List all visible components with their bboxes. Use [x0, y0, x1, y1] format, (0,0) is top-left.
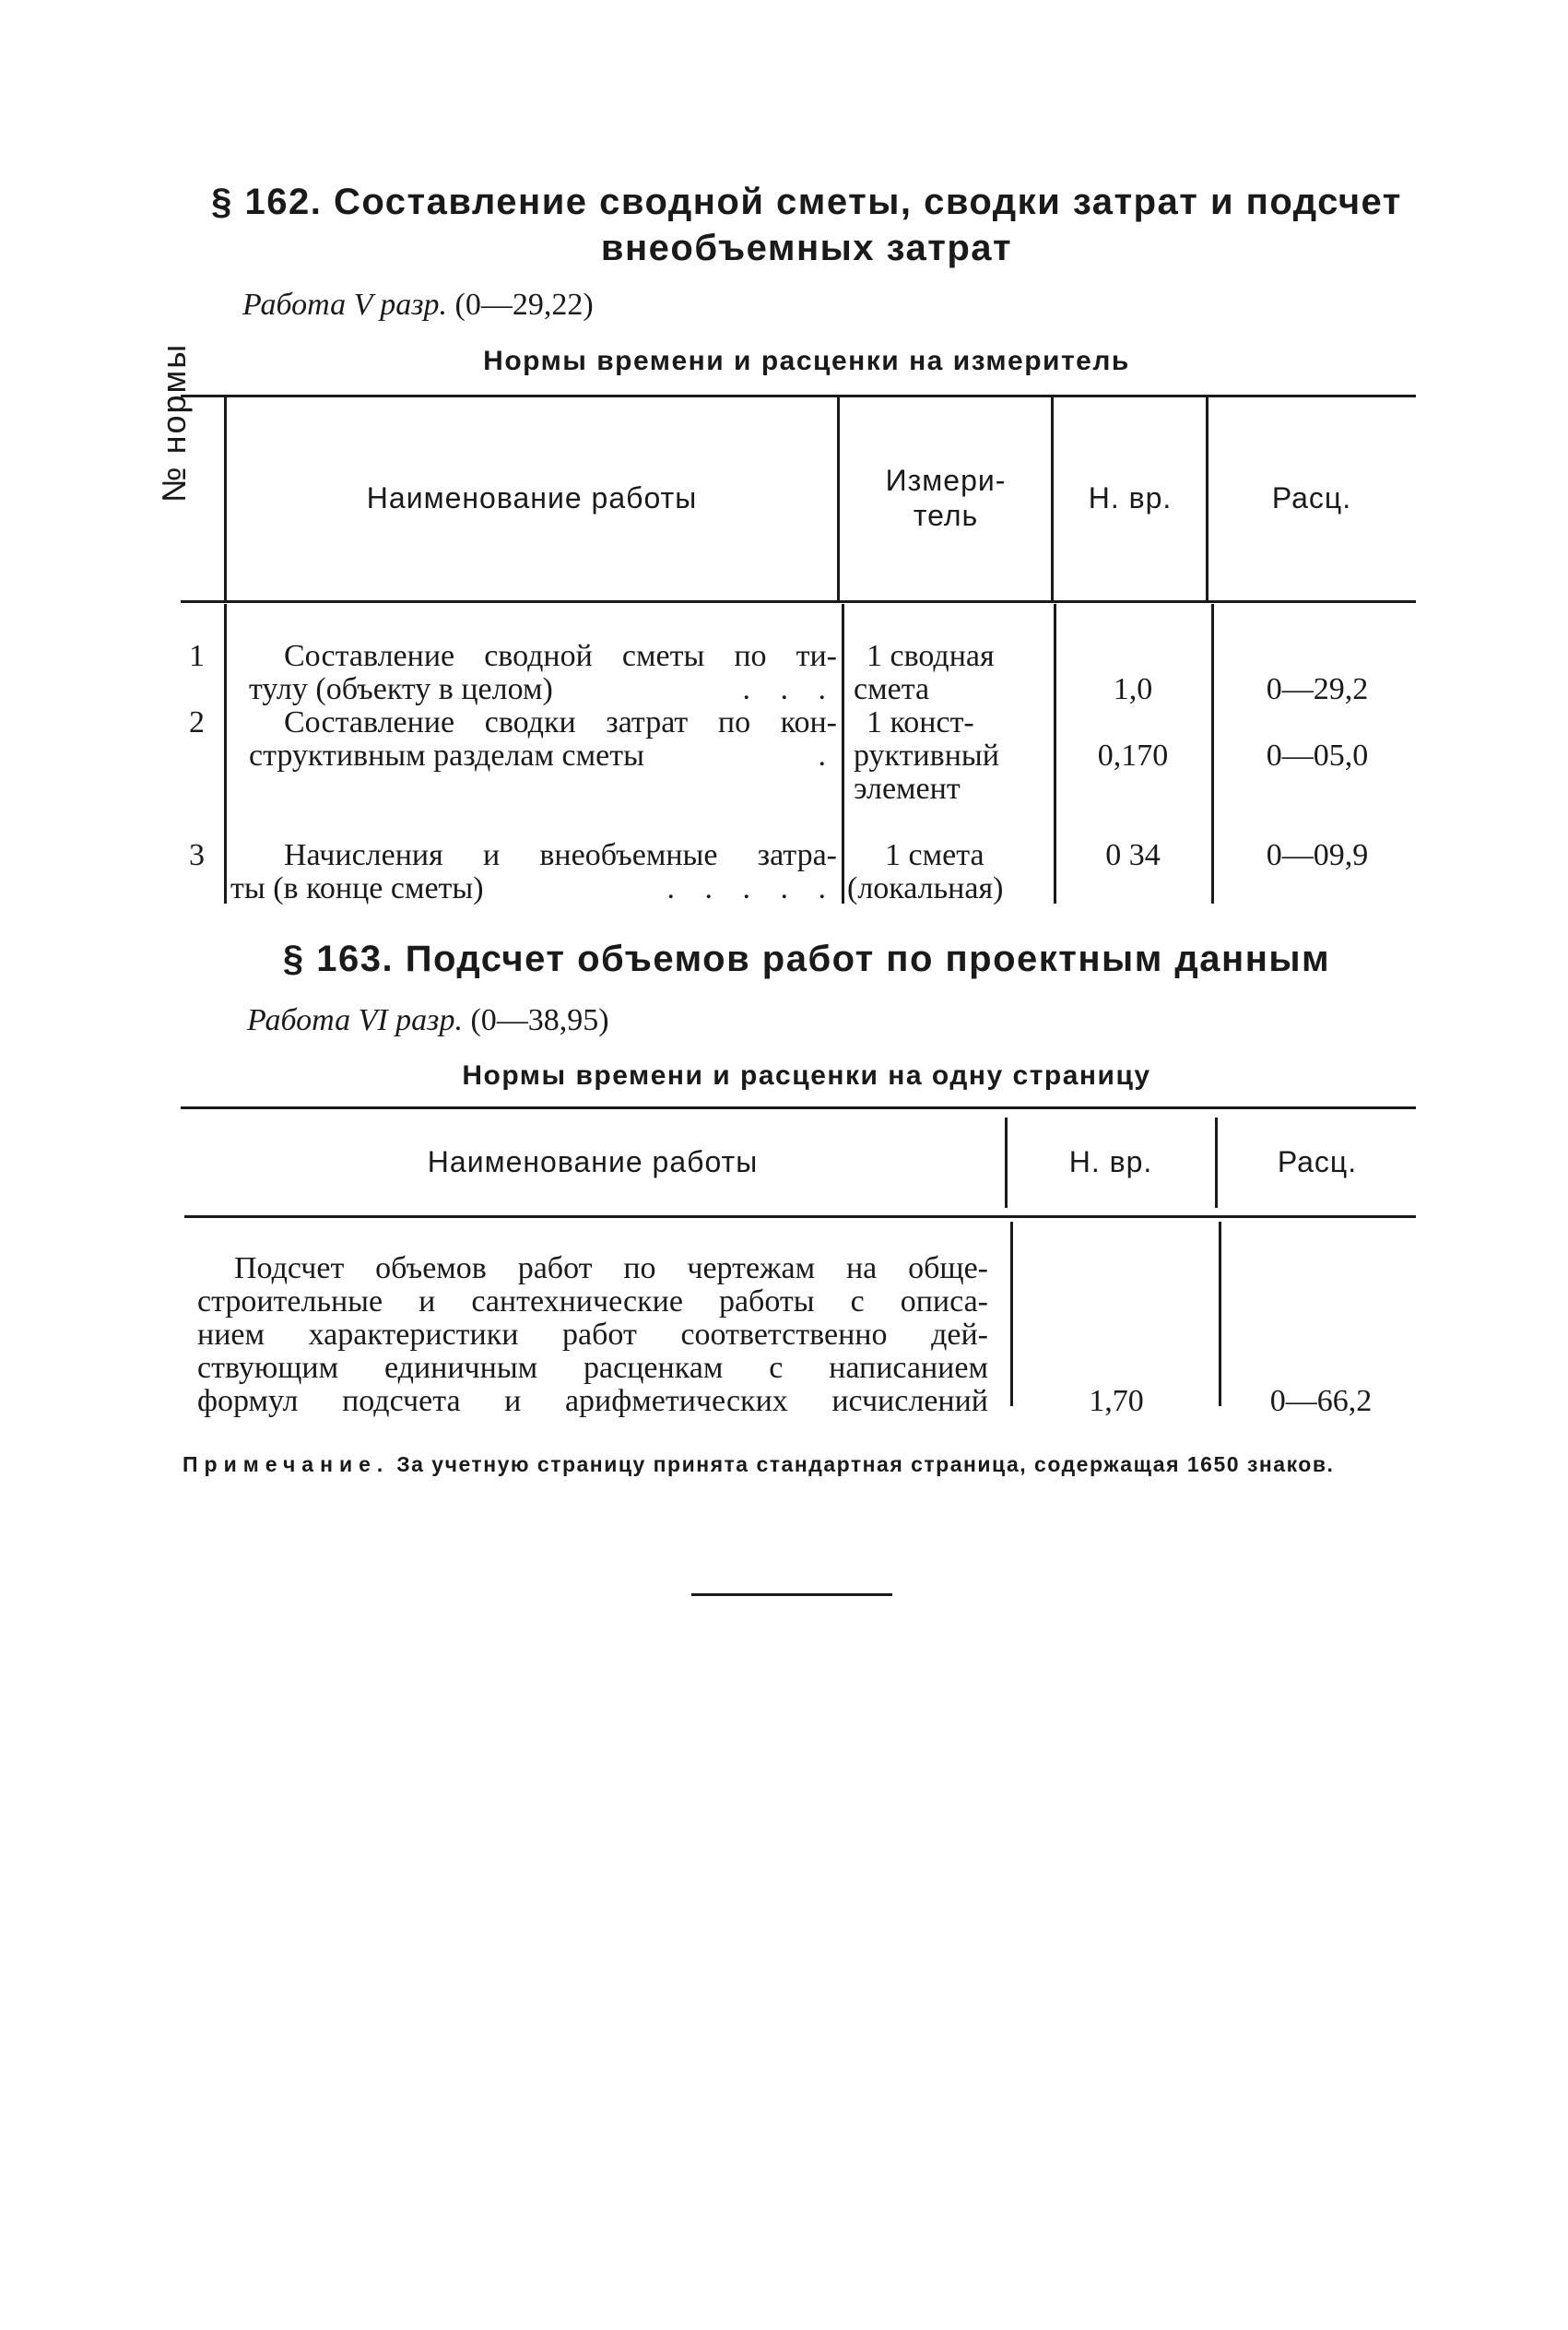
norm-number: 3: [189, 838, 205, 872]
work-name-line: строительные и сантехнические работы с описа-: [197, 1284, 988, 1319]
header-norm-number: № нормы: [155, 342, 193, 503]
work-grade: Работа V разр.: [242, 288, 448, 322]
measure-line: элемент: [854, 772, 961, 806]
end-rule: [691, 1593, 892, 1596]
work-rate: (0—29,22): [454, 288, 594, 322]
section-162-title-line2: внеобъемных затрат: [600, 228, 1013, 268]
work-grade: Работа VI разр.: [247, 1003, 463, 1037]
work-name-line: тулу (объекту в целом) . . .: [249, 672, 837, 706]
col-divider: [224, 395, 227, 600]
rate-value: 0—09,9: [1266, 838, 1369, 872]
col-divider: [1005, 1118, 1008, 1208]
norm-number: 2: [189, 705, 205, 739]
col-divider: [842, 604, 844, 904]
header-time-norm: Н. вр.: [1068, 1145, 1153, 1178]
section-162-work-line: [242, 288, 594, 323]
work-name-line: формул подсчета и арифметических исчислений: [197, 1384, 988, 1418]
measure-line: 1 конст-: [867, 705, 974, 739]
header-work-name: Наименование работы: [427, 1145, 759, 1178]
header-measure-line1: Измери-: [885, 464, 1007, 497]
time-norm-value: 1,0: [1113, 672, 1153, 706]
work-name-line: структивным разделам сметы .: [249, 739, 837, 773]
header-time-norm: Н. вр.: [1088, 481, 1173, 514]
table-top-rule: [181, 395, 1416, 397]
section-163-work-line: [247, 1003, 609, 1038]
col-divider: [1010, 1222, 1013, 1406]
header-rate: Расц.: [1277, 1145, 1358, 1178]
measure-line: 1 сводная: [867, 639, 995, 673]
work-name-line: ты (в конце сметы) . . . . .: [230, 871, 837, 905]
measure-line: 1 смета: [885, 838, 984, 872]
work-name-line: нием характеристики работ соответственно дей-: [197, 1318, 988, 1352]
measure-line: руктивный: [854, 739, 999, 773]
col-divider: [1219, 1222, 1221, 1406]
rate-value: 0—66,2: [1269, 1384, 1373, 1418]
table-note: [183, 1450, 1418, 1478]
work-name-line: Составление сводной сметы по ти-: [284, 639, 837, 673]
note-label: Примечание.: [183, 1452, 390, 1476]
norm-number: 1: [189, 639, 205, 673]
section-163-table-caption: Нормы времени и расценки на одну страницу: [462, 1060, 1151, 1091]
section-162-title-line1: § 162. Составление сводной сметы, сводки затрат и подсчет: [211, 182, 1402, 222]
time-norm-value: 0,170: [1097, 739, 1169, 773]
work-name-line: Составление сводки затрат по кон-: [284, 705, 837, 739]
time-norm-value: 1,70: [1089, 1384, 1144, 1418]
section-162-table-caption: Нормы времени и расценки на измеритель: [483, 346, 1130, 376]
table-top-rule: [181, 1106, 1416, 1109]
col-divider: [224, 604, 227, 904]
measure-line: смета: [854, 672, 930, 706]
work-name-line: Подсчет объемов работ по чертежам на обще-: [234, 1251, 988, 1285]
rate-value: 0—29,2: [1266, 672, 1369, 706]
header-work-name: Наименование работы: [366, 481, 698, 514]
section-163-title: § 163. Подсчет объемов работ по проектным данным: [282, 939, 1331, 979]
work-name-line: Начисления и внеобъемные затра-: [284, 838, 837, 872]
col-divider: [1054, 604, 1056, 904]
header-rate: Расц.: [1271, 481, 1352, 514]
note-text: За учетную страницу принята стандартная страница, содержащая 1650 знаков.: [396, 1452, 1335, 1476]
time-norm-value: 0 34: [1105, 838, 1161, 872]
work-rate: (0—38,95): [470, 1003, 609, 1037]
col-divider: [1215, 1118, 1218, 1208]
measure-line: (локальная): [847, 871, 1004, 905]
col-divider: [1051, 395, 1054, 600]
col-divider: [1211, 604, 1214, 904]
col-divider: [837, 395, 840, 600]
rate-value: 0—05,0: [1266, 739, 1369, 773]
header-measure-line2: тель: [913, 499, 979, 532]
col-divider: [1206, 395, 1208, 600]
table-header-rule: [181, 600, 1416, 603]
table-header-rule: [184, 1215, 1416, 1218]
work-name-line: ствующим единичным расценкам с написанием: [197, 1351, 988, 1385]
